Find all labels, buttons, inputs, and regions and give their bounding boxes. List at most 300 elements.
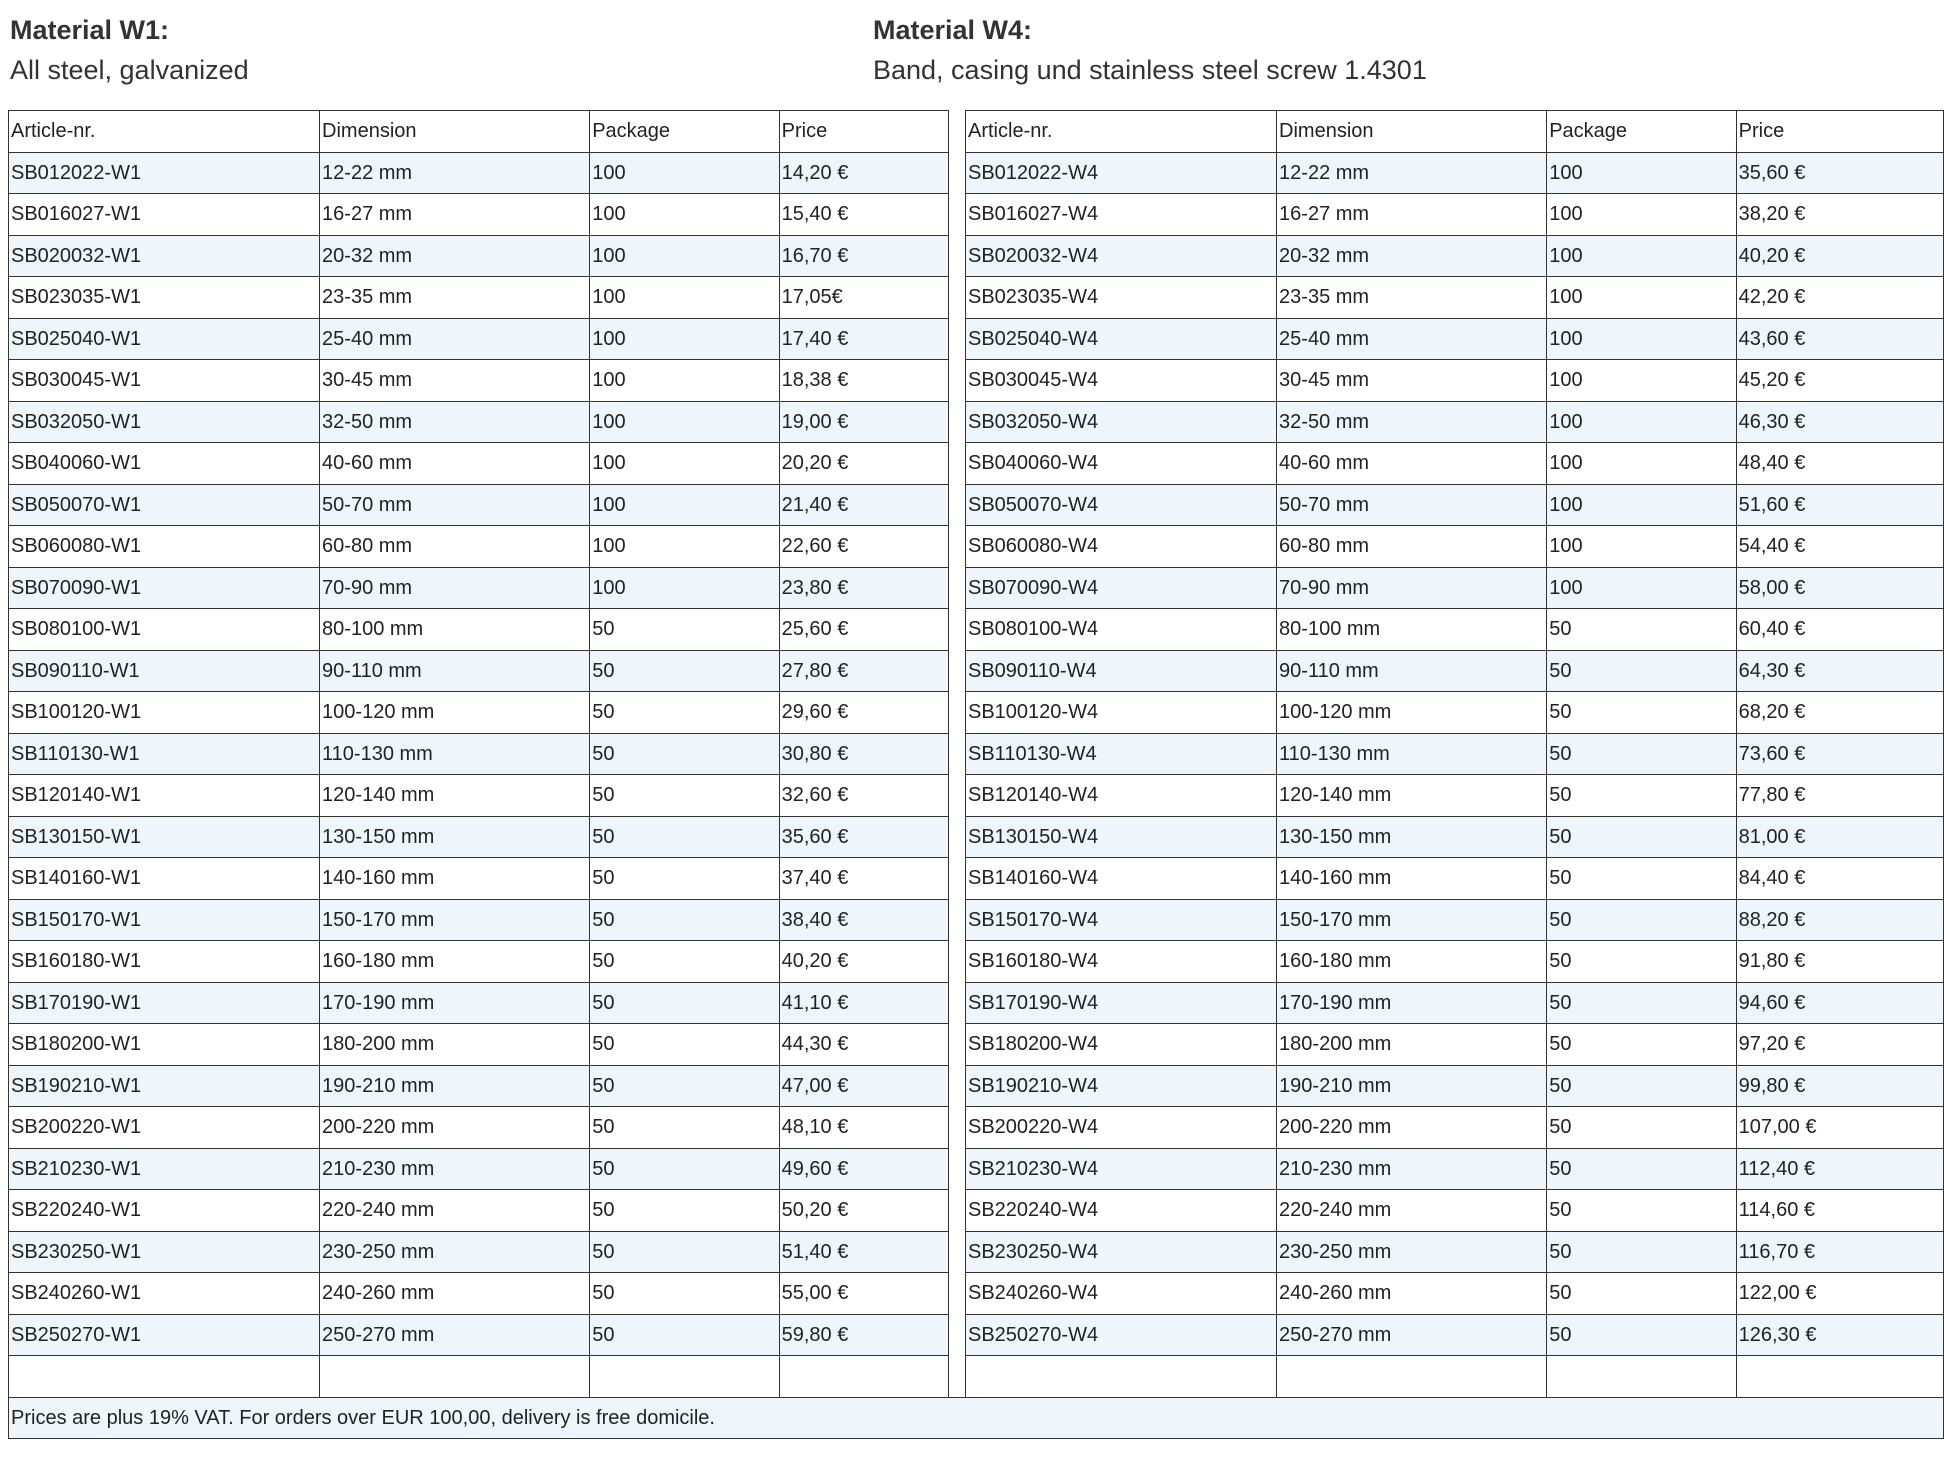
w4-package-cell: 50 — [1547, 1314, 1736, 1356]
w1-dimension-cell: 12-22 mm — [320, 152, 590, 194]
w4-price-cell: 64,30 € — [1736, 650, 1943, 692]
w1-price-cell: 48,10 € — [779, 1107, 948, 1149]
w1-dimension-cell: 50-70 mm — [320, 484, 590, 526]
w1-col-dimension: Dimension — [320, 111, 590, 153]
table-row — [9, 194, 1944, 236]
w1-package-cell: 50 — [590, 899, 779, 941]
table-row — [9, 816, 1944, 858]
w4-price-cell: 46,30 € — [1736, 401, 1943, 443]
table-row — [9, 277, 1944, 319]
w1-package-cell: 100 — [590, 443, 779, 485]
table-header-row — [9, 111, 1944, 153]
w1-package-cell: 50 — [590, 1190, 779, 1232]
w4-price-cell: 51,60 € — [1736, 484, 1943, 526]
w4-package-cell: 50 — [1547, 733, 1736, 775]
table-gap — [949, 360, 966, 402]
w1-price-cell: 23,80 € — [779, 567, 948, 609]
w1-dimension-cell: 32-50 mm — [320, 401, 590, 443]
w4-col-price: Price — [1736, 111, 1943, 153]
w1-article-cell: SB016027-W1 — [9, 194, 320, 236]
w1-package-cell: 100 — [590, 318, 779, 360]
w1-article-cell: SB110130-W1 — [9, 733, 320, 775]
w1-package-cell: 50 — [590, 1024, 779, 1066]
w4-price-cell: 54,40 € — [1736, 526, 1943, 568]
table-row — [9, 401, 1944, 443]
w4-dimension-cell: 110-130 mm — [1277, 733, 1547, 775]
w4-article-cell: SB100120-W4 — [966, 692, 1277, 734]
w1-package-cell: 100 — [590, 360, 779, 402]
w4-dimension-cell: 140-160 mm — [1277, 858, 1547, 900]
w1-article-cell: SB230250-W1 — [9, 1231, 320, 1273]
w4-price-cell: 73,60 € — [1736, 733, 1943, 775]
table-row — [9, 1314, 1944, 1356]
w1-price-cell: 17,05€ — [779, 277, 948, 319]
material-w4-title: Material W4: — [873, 15, 1033, 45]
w4-package-cell: 50 — [1547, 609, 1736, 651]
w1-price-cell: 30,80 € — [779, 733, 948, 775]
w4-dimension-cell: 20-32 mm — [1277, 235, 1547, 277]
w1-article-cell: SB080100-W1 — [9, 609, 320, 651]
footnote-text: Prices are plus 19% VAT. For orders over EUR 100,00, delivery is free domicile. — [9, 1397, 1944, 1439]
w1-dimension-cell: 30-45 mm — [320, 360, 590, 402]
w4-package-cell: 100 — [1547, 277, 1736, 319]
w1-dimension-cell: 180-200 mm — [320, 1024, 590, 1066]
w4-article-cell: SB220240-W4 — [966, 1190, 1277, 1232]
w1-article-cell: SB200220-W1 — [9, 1107, 320, 1149]
w4-package-cell: 50 — [1547, 1148, 1736, 1190]
w1-package-cell: 50 — [590, 609, 779, 651]
w1-col-article: Article-nr. — [9, 111, 320, 153]
w1-dimension-cell: 240-260 mm — [320, 1273, 590, 1315]
w1-price-cell: 49,60 € — [779, 1148, 948, 1190]
w4-package-cell: 50 — [1547, 692, 1736, 734]
table-row — [9, 1231, 1944, 1273]
w4-article-cell: SB080100-W4 — [966, 609, 1277, 651]
w1-article-cell: SB180200-W1 — [9, 1024, 320, 1066]
w4-price-cell: 94,60 € — [1736, 982, 1943, 1024]
w4-col-article: Article-nr. — [966, 111, 1277, 153]
w1-article-cell: SB032050-W1 — [9, 401, 320, 443]
table-row — [9, 1273, 1944, 1315]
w4-dimension-cell: 60-80 mm — [1277, 526, 1547, 568]
table-row — [9, 692, 1944, 734]
table-row — [9, 982, 1944, 1024]
w4-price-cell: 88,20 € — [1736, 899, 1943, 941]
w1-article-cell: SB060080-W1 — [9, 526, 320, 568]
table-row — [9, 567, 1944, 609]
w1-dimension-cell: 220-240 mm — [320, 1190, 590, 1232]
w1-package-cell: 50 — [590, 941, 779, 983]
w1-article-cell: SB250270-W1 — [9, 1314, 320, 1356]
w4-dimension-cell: 25-40 mm — [1277, 318, 1547, 360]
table-gap — [949, 650, 966, 692]
w4-price-cell: 97,20 € — [1736, 1024, 1943, 1066]
w1-dimension-cell: 140-160 mm — [320, 858, 590, 900]
w4-article-cell: SB070090-W4 — [966, 567, 1277, 609]
w1-col-price: Price — [779, 111, 948, 153]
w4-col-dimension: Dimension — [1277, 111, 1547, 153]
w1-article-cell: SB160180-W1 — [9, 941, 320, 983]
w4-dimension-cell: 80-100 mm — [1277, 609, 1547, 651]
w1-col-package: Package — [590, 111, 779, 153]
w4-price-cell: 99,80 € — [1736, 1065, 1943, 1107]
empty-cell — [320, 1356, 590, 1398]
table-row — [9, 235, 1944, 277]
w1-package-cell: 100 — [590, 401, 779, 443]
empty-cell — [1736, 1356, 1943, 1398]
table-row — [9, 650, 1944, 692]
w4-article-cell: SB210230-W4 — [966, 1148, 1277, 1190]
empty-cell — [1547, 1356, 1736, 1398]
w4-package-cell: 50 — [1547, 899, 1736, 941]
w1-package-cell: 50 — [590, 775, 779, 817]
w1-price-cell: 14,20 € — [779, 152, 948, 194]
w4-article-cell: SB032050-W4 — [966, 401, 1277, 443]
table-gap — [949, 1065, 966, 1107]
table-gap — [949, 194, 966, 236]
w1-article-cell: SB012022-W1 — [9, 152, 320, 194]
w4-dimension-cell: 150-170 mm — [1277, 899, 1547, 941]
table-gap — [949, 1190, 966, 1232]
w1-dimension-cell: 200-220 mm — [320, 1107, 590, 1149]
w1-package-cell: 50 — [590, 733, 779, 775]
w4-package-cell: 100 — [1547, 360, 1736, 402]
w1-price-cell: 38,40 € — [779, 899, 948, 941]
w1-article-cell: SB240260-W1 — [9, 1273, 320, 1315]
w1-price-cell: 27,80 € — [779, 650, 948, 692]
w4-article-cell: SB240260-W4 — [966, 1273, 1277, 1315]
w4-dimension-cell: 70-90 mm — [1277, 567, 1547, 609]
w1-package-cell: 100 — [590, 484, 779, 526]
w1-article-cell: SB150170-W1 — [9, 899, 320, 941]
w4-article-cell: SB016027-W4 — [966, 194, 1277, 236]
w1-package-cell: 50 — [590, 858, 779, 900]
w1-price-cell: 50,20 € — [779, 1190, 948, 1232]
w4-price-cell: 38,20 € — [1736, 194, 1943, 236]
table-row — [9, 941, 1944, 983]
w4-article-cell: SB200220-W4 — [966, 1107, 1277, 1149]
w4-package-cell: 50 — [1547, 1190, 1736, 1232]
w1-package-cell: 100 — [590, 235, 779, 277]
w1-price-cell: 55,00 € — [779, 1273, 948, 1315]
table-gap — [949, 235, 966, 277]
price-table — [8, 110, 1944, 1439]
w1-price-cell: 40,20 € — [779, 941, 948, 983]
w1-package-cell: 50 — [590, 816, 779, 858]
table-gap — [949, 775, 966, 817]
w1-article-cell: SB100120-W1 — [9, 692, 320, 734]
w1-article-cell: SB040060-W1 — [9, 443, 320, 485]
w1-article-cell: SB220240-W1 — [9, 1190, 320, 1232]
w4-article-cell: SB020032-W4 — [966, 235, 1277, 277]
w4-article-cell: SB190210-W4 — [966, 1065, 1277, 1107]
w1-package-cell: 50 — [590, 1148, 779, 1190]
w4-article-cell: SB025040-W4 — [966, 318, 1277, 360]
material-w1-title: Material W1: — [10, 15, 170, 45]
w1-package-cell: 100 — [590, 152, 779, 194]
w1-price-cell: 19,00 € — [779, 401, 948, 443]
w4-package-cell: 100 — [1547, 567, 1736, 609]
w1-dimension-cell: 70-90 mm — [320, 567, 590, 609]
w1-dimension-cell: 210-230 mm — [320, 1148, 590, 1190]
table-row — [9, 1190, 1944, 1232]
material-w4-header — [873, 10, 1427, 90]
w4-package-cell: 100 — [1547, 484, 1736, 526]
empty-row — [9, 1356, 1944, 1398]
table-gap — [949, 609, 966, 651]
w4-package-cell: 100 — [1547, 526, 1736, 568]
w4-price-cell: 84,40 € — [1736, 858, 1943, 900]
w4-package-cell: 100 — [1547, 152, 1736, 194]
w4-dimension-cell: 90-110 mm — [1277, 650, 1547, 692]
w4-article-cell: SB250270-W4 — [966, 1314, 1277, 1356]
w1-article-cell: SB023035-W1 — [9, 277, 320, 319]
w1-article-cell: SB190210-W1 — [9, 1065, 320, 1107]
w1-package-cell: 100 — [590, 526, 779, 568]
w4-article-cell: SB140160-W4 — [966, 858, 1277, 900]
w1-price-cell: 51,40 € — [779, 1231, 948, 1273]
table-gap — [949, 816, 966, 858]
w1-dimension-cell: 25-40 mm — [320, 318, 590, 360]
w4-dimension-cell: 160-180 mm — [1277, 941, 1547, 983]
empty-cell — [779, 1356, 948, 1398]
table-row — [9, 152, 1944, 194]
w4-price-cell: 42,20 € — [1736, 277, 1943, 319]
w1-package-cell: 50 — [590, 650, 779, 692]
w4-dimension-cell: 23-35 mm — [1277, 277, 1547, 319]
w4-col-package: Package — [1547, 111, 1736, 153]
w4-price-cell: 43,60 € — [1736, 318, 1943, 360]
w1-article-cell: SB030045-W1 — [9, 360, 320, 402]
w4-price-cell: 77,80 € — [1736, 775, 1943, 817]
w4-price-cell: 126,30 € — [1736, 1314, 1943, 1356]
w1-price-cell: 20,20 € — [779, 443, 948, 485]
table-gap — [949, 152, 966, 194]
table-row — [9, 526, 1944, 568]
w4-package-cell: 50 — [1547, 1231, 1736, 1273]
w4-package-cell: 50 — [1547, 775, 1736, 817]
w4-dimension-cell: 16-27 mm — [1277, 194, 1547, 236]
table-gap — [949, 277, 966, 319]
w1-package-cell: 50 — [590, 1314, 779, 1356]
w4-package-cell: 100 — [1547, 318, 1736, 360]
w4-price-cell: 112,40 € — [1736, 1148, 1943, 1190]
w4-dimension-cell: 220-240 mm — [1277, 1190, 1547, 1232]
w4-price-cell: 91,80 € — [1736, 941, 1943, 983]
w4-package-cell: 50 — [1547, 982, 1736, 1024]
w1-article-cell: SB120140-W1 — [9, 775, 320, 817]
w1-dimension-cell: 170-190 mm — [320, 982, 590, 1024]
table-gap — [949, 526, 966, 568]
empty-cell — [9, 1356, 320, 1398]
w1-price-cell: 15,40 € — [779, 194, 948, 236]
table-gap — [949, 484, 966, 526]
w1-price-cell: 47,00 € — [779, 1065, 948, 1107]
w1-price-cell: 29,60 € — [779, 692, 948, 734]
w4-dimension-cell: 200-220 mm — [1277, 1107, 1547, 1149]
w1-dimension-cell: 100-120 mm — [320, 692, 590, 734]
table-row — [9, 609, 1944, 651]
w1-package-cell: 100 — [590, 277, 779, 319]
w1-article-cell: SB090110-W1 — [9, 650, 320, 692]
w4-article-cell: SB110130-W4 — [966, 733, 1277, 775]
w1-package-cell: 100 — [590, 567, 779, 609]
w4-price-cell: 68,20 € — [1736, 692, 1943, 734]
w4-article-cell: SB030045-W4 — [966, 360, 1277, 402]
w1-dimension-cell: 80-100 mm — [320, 609, 590, 651]
w4-article-cell: SB023035-W4 — [966, 277, 1277, 319]
table-gap — [949, 858, 966, 900]
w4-price-cell: 81,00 € — [1736, 816, 1943, 858]
w4-article-cell: SB050070-W4 — [966, 484, 1277, 526]
table-gap — [949, 567, 966, 609]
table-gap — [949, 1314, 966, 1356]
w4-package-cell: 50 — [1547, 1065, 1736, 1107]
w1-dimension-cell: 16-27 mm — [320, 194, 590, 236]
empty-cell — [1277, 1356, 1547, 1398]
w4-dimension-cell: 120-140 mm — [1277, 775, 1547, 817]
w4-article-cell: SB120140-W4 — [966, 775, 1277, 817]
w1-package-cell: 50 — [590, 982, 779, 1024]
w4-price-cell: 114,60 € — [1736, 1190, 1943, 1232]
w1-price-cell: 18,38 € — [779, 360, 948, 402]
table-gap — [949, 941, 966, 983]
table-gap — [949, 318, 966, 360]
w1-article-cell: SB130150-W1 — [9, 816, 320, 858]
w4-price-cell: 35,60 € — [1736, 152, 1943, 194]
w1-dimension-cell: 130-150 mm — [320, 816, 590, 858]
w4-price-cell: 116,70 € — [1736, 1231, 1943, 1273]
w1-price-cell: 17,40 € — [779, 318, 948, 360]
table-gap — [949, 1107, 966, 1149]
table-row — [9, 733, 1944, 775]
w4-article-cell: SB230250-W4 — [966, 1231, 1277, 1273]
empty-cell — [966, 1356, 1277, 1398]
w4-package-cell: 50 — [1547, 858, 1736, 900]
w4-dimension-cell: 250-270 mm — [1277, 1314, 1547, 1356]
w4-dimension-cell: 190-210 mm — [1277, 1065, 1547, 1107]
material-w1-subtitle: All steel, galvanized — [10, 55, 249, 85]
table-gap — [949, 733, 966, 775]
table-row — [9, 1148, 1944, 1190]
w1-price-cell: 32,60 € — [779, 775, 948, 817]
material-w1-header — [10, 10, 249, 90]
w4-package-cell: 50 — [1547, 1024, 1736, 1066]
w1-dimension-cell: 40-60 mm — [320, 443, 590, 485]
w4-dimension-cell: 40-60 mm — [1277, 443, 1547, 485]
w1-dimension-cell: 120-140 mm — [320, 775, 590, 817]
w1-dimension-cell: 60-80 mm — [320, 526, 590, 568]
w4-dimension-cell: 180-200 mm — [1277, 1024, 1547, 1066]
table-row — [9, 1065, 1944, 1107]
w1-price-cell: 25,60 € — [779, 609, 948, 651]
w4-price-cell: 45,20 € — [1736, 360, 1943, 402]
table-row — [9, 858, 1944, 900]
w4-dimension-cell: 50-70 mm — [1277, 484, 1547, 526]
w1-package-cell: 100 — [590, 194, 779, 236]
table-row — [9, 360, 1944, 402]
w4-package-cell: 100 — [1547, 194, 1736, 236]
w4-article-cell: SB150170-W4 — [966, 899, 1277, 941]
w4-dimension-cell: 130-150 mm — [1277, 816, 1547, 858]
w1-dimension-cell: 110-130 mm — [320, 733, 590, 775]
w4-dimension-cell: 12-22 mm — [1277, 152, 1547, 194]
empty-cell — [590, 1356, 779, 1398]
w1-package-cell: 50 — [590, 1107, 779, 1149]
w1-dimension-cell: 160-180 mm — [320, 941, 590, 983]
w4-price-cell: 48,40 € — [1736, 443, 1943, 485]
table-gap — [949, 982, 966, 1024]
w4-article-cell: SB012022-W4 — [966, 152, 1277, 194]
table-gap — [949, 111, 966, 153]
w4-dimension-cell: 100-120 mm — [1277, 692, 1547, 734]
table-gap — [949, 899, 966, 941]
table-gap — [949, 1231, 966, 1273]
w1-article-cell: SB210230-W1 — [9, 1148, 320, 1190]
table-row — [9, 899, 1944, 941]
w4-package-cell: 100 — [1547, 443, 1736, 485]
material-w4-subtitle: Band, casing und stainless steel screw 1.4301 — [873, 55, 1427, 85]
table-row — [9, 775, 1944, 817]
w1-dimension-cell: 20-32 mm — [320, 235, 590, 277]
w4-package-cell: 50 — [1547, 1273, 1736, 1315]
w4-price-cell: 107,00 € — [1736, 1107, 1943, 1149]
table-gap — [949, 443, 966, 485]
w4-package-cell: 100 — [1547, 401, 1736, 443]
table-row — [9, 1107, 1944, 1149]
table-gap — [949, 1273, 966, 1315]
table-row — [9, 484, 1944, 526]
w4-price-cell: 40,20 € — [1736, 235, 1943, 277]
w1-dimension-cell: 190-210 mm — [320, 1065, 590, 1107]
w1-price-cell: 21,40 € — [779, 484, 948, 526]
w1-package-cell: 50 — [590, 1273, 779, 1315]
w4-article-cell: SB090110-W4 — [966, 650, 1277, 692]
w4-article-cell: SB130150-W4 — [966, 816, 1277, 858]
table-gap — [949, 1024, 966, 1066]
table-gap — [949, 692, 966, 734]
w1-dimension-cell: 90-110 mm — [320, 650, 590, 692]
w4-dimension-cell: 32-50 mm — [1277, 401, 1547, 443]
table-gap — [949, 401, 966, 443]
w4-dimension-cell: 30-45 mm — [1277, 360, 1547, 402]
w4-dimension-cell: 240-260 mm — [1277, 1273, 1547, 1315]
table-row — [9, 443, 1944, 485]
w4-article-cell: SB160180-W4 — [966, 941, 1277, 983]
w1-article-cell: SB170190-W1 — [9, 982, 320, 1024]
w1-package-cell: 50 — [590, 1065, 779, 1107]
w4-price-cell: 122,00 € — [1736, 1273, 1943, 1315]
w4-package-cell: 50 — [1547, 941, 1736, 983]
w4-dimension-cell: 210-230 mm — [1277, 1148, 1547, 1190]
w1-article-cell: SB025040-W1 — [9, 318, 320, 360]
w4-price-cell: 60,40 € — [1736, 609, 1943, 651]
w4-article-cell: SB180200-W4 — [966, 1024, 1277, 1066]
footnote-row — [9, 1397, 1944, 1439]
w4-price-cell: 58,00 € — [1736, 567, 1943, 609]
w1-article-cell: SB020032-W1 — [9, 235, 320, 277]
w1-price-cell: 16,70 € — [779, 235, 948, 277]
w1-article-cell: SB050070-W1 — [9, 484, 320, 526]
w4-package-cell: 100 — [1547, 235, 1736, 277]
w1-price-cell: 44,30 € — [779, 1024, 948, 1066]
w1-price-cell: 22,60 € — [779, 526, 948, 568]
w1-price-cell: 41,10 € — [779, 982, 948, 1024]
w1-dimension-cell: 23-35 mm — [320, 277, 590, 319]
w4-dimension-cell: 170-190 mm — [1277, 982, 1547, 1024]
table-row — [9, 1024, 1944, 1066]
w1-price-cell: 37,40 € — [779, 858, 948, 900]
